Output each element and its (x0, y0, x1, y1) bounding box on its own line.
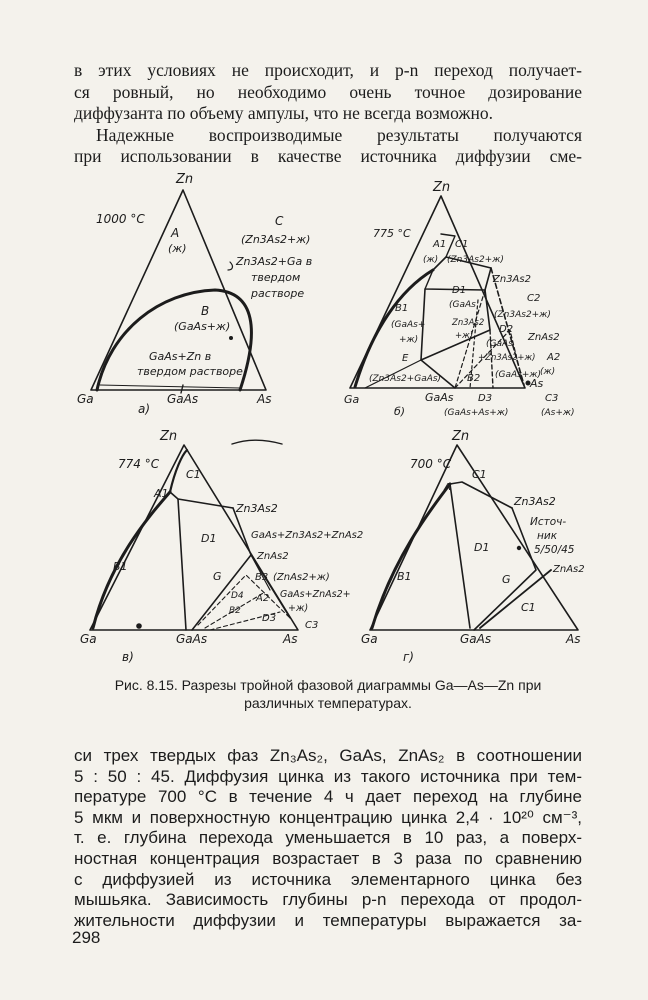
panel-v-zn: Zn (160, 429, 178, 444)
panel-b-D3: D3 (478, 393, 493, 404)
panel-v-letter: в) (122, 650, 134, 664)
panel-v-gaas: GaAs (176, 632, 208, 646)
text-line: си трех твердых фаз Zn₃As₂, GaAs, ZnAs₂ в соотношении (74, 746, 582, 765)
panel-v-B1: B1 (113, 560, 128, 573)
panel-b-gaas: GaAs (425, 391, 454, 404)
panel-g-znas2: ZnAs2 (553, 564, 585, 575)
panel-a-zn: Zn (176, 172, 194, 187)
text-line: ся ровный, но необходимо очень точное дозирование (74, 81, 582, 102)
panel-b-D3-sub: (GaAs+As+ж) (444, 408, 509, 418)
panel-a-gaaszn1: GaAs+Zn в (149, 350, 212, 363)
panel-g-temp: 700 °C (410, 457, 452, 471)
panel-g-gaas: GaAs (460, 632, 492, 646)
text-line: пературе 700 °С в течение 4 ч дает переход на глубине (74, 787, 582, 807)
panel-b-A2: A2 (547, 352, 561, 363)
panel-b-ga: Ga (344, 393, 360, 406)
panel-b-as: As (530, 377, 544, 390)
panel-g-src3: 5/50/45 (534, 544, 575, 556)
text-line: 5 мкм и поверхностную концентрацию цинка 2,4 · 10²⁰ см⁻³, (74, 807, 582, 827)
panel-b-D1-sub: (GaAs (449, 300, 476, 310)
panel-a-sol1: Zn3As2+Ga в (236, 255, 313, 268)
panel-v-B2: B2 (229, 606, 241, 616)
panel-v-C3: C3 (305, 620, 319, 631)
panel-v-D4: D4 (231, 591, 244, 601)
panel-g-as: As (566, 632, 581, 646)
panel-b-B2: B2 (467, 373, 481, 384)
panel-v-G: G (213, 570, 222, 583)
panel-b-B1-sub2: +ж) (399, 335, 419, 345)
panel-b-d1-inner2: +ж) (455, 331, 474, 341)
panel-b-B2-sub: (GaAs+ж) (495, 370, 542, 380)
panel-v-three: GaAs+Zn3As2+ZnAs2 (251, 530, 364, 541)
figure-caption (74, 676, 582, 712)
panel-g-src2: ник (537, 530, 558, 542)
panel-g-zn3as2: Zn3As2 (514, 495, 556, 508)
panel-a-B: B (201, 304, 210, 318)
panel-a-gaaszn2: твердом растворе (137, 365, 243, 378)
panel-b-C3: C3 (545, 393, 559, 404)
panel-a-temp: 1000 °C (96, 212, 145, 226)
text-line: с диффузией из источника элементарного цинка без (74, 869, 582, 889)
text-line: 5 : 50 : 45. Диффузия цинка из такого источника при тем- (74, 766, 582, 786)
panel-b-zn: Zn (433, 180, 451, 195)
panel-a-sol2: твердом (251, 271, 301, 284)
panel-v-ga: Ga (80, 632, 97, 646)
panel-b-temp: 775 °C (373, 227, 411, 240)
text-line: т. е. глубина перехода уменьшается в 10 раз, а поверх- (74, 828, 582, 848)
panel-b-A1-sub: (ж) (423, 255, 439, 265)
panel-b-E: E (402, 353, 409, 364)
panel-v-temp: 774 °C (118, 457, 160, 471)
panel-v-D3: D3 (262, 613, 277, 624)
panel-b-C1-sub: (Zn3As2+ж) (447, 255, 504, 265)
panel-v-B3: B3 (255, 572, 269, 583)
bottom-paragraph (74, 746, 582, 931)
panel-g-G: G (502, 573, 511, 586)
text-line: в этих условиях не происходит, и p-n переход получает- (74, 60, 582, 80)
panel-b-d1-inner1: Zn3As2 (452, 318, 485, 328)
panel-b-C3-sub: (As+ж) (541, 408, 575, 418)
panel-g-C1b: C1 (521, 601, 536, 614)
panel-g-ga: Ga (361, 632, 378, 646)
panel-b-C2-sub: (Zn3As2+ж) (494, 310, 551, 320)
panel-g-src1: Источ- (530, 516, 567, 528)
caption-line: Рис. 8.15. Разрезы тройной фазовой диаграммы Ga—As—Zn при (114, 677, 542, 693)
panel-v-D1: D1 (201, 532, 217, 545)
text-line: жительности диффузии и температуры выражается за- (74, 910, 582, 930)
panel-a-B-sub: (GaAs+ж) (174, 320, 231, 333)
panel-a-ga: Ga (77, 392, 94, 406)
panel-a-C-sub: (Zn3As2+ж) (241, 233, 311, 246)
panel-v-as: As (283, 632, 298, 646)
panel-b-zn3as2: Zn3As2 (493, 274, 531, 285)
panel-b-znas2: ZnAs2 (528, 332, 560, 343)
panel-a-C: C (275, 214, 284, 228)
panel-a-sol3: растворе (251, 287, 305, 300)
panel-b-D2: D2 (499, 324, 514, 335)
panel-a-gaas: GaAs (167, 392, 199, 406)
text-line: при использовании в качестве источника диффузии сме- (74, 146, 582, 166)
panel-b-B1-sub1: (GaAs+ (391, 320, 426, 330)
panel-b-C2: C2 (527, 293, 541, 304)
text-line: мышьяка. Зависимость глубины p-n перехода от продол- (74, 890, 582, 910)
panel-v-zn3as2: Zn3As2 (236, 502, 278, 515)
panel-g-liquidus (372, 484, 450, 628)
panel-v-A2: A2 (256, 593, 270, 604)
text-line: ностная концентрация возрастает в 3 раза по сравнению (74, 848, 582, 868)
panel-a-A-sub: (ж) (168, 242, 187, 255)
panel-b-znas2-sub: +Zn3As2+ж) (478, 353, 536, 363)
panel-a-as: As (257, 392, 272, 406)
text-line: Надежные воспроизводимые результаты получаются (96, 124, 582, 145)
panel-v-A1: A1 (154, 487, 169, 500)
panel-a-letter: а) (138, 402, 151, 416)
panel-b-letter: б) (394, 405, 406, 418)
panel-v-gz2: +ж) (288, 603, 309, 614)
panel-a-A: A (171, 226, 180, 240)
panel-g-zn: Zn (452, 429, 470, 444)
panel-g-A: A (444, 482, 451, 493)
page-number: 298 (72, 928, 101, 947)
caption-line: различных температурах. (244, 695, 412, 711)
panel-b-D1: D1 (452, 285, 467, 296)
panel-b-A2-sub: (ж) (540, 367, 556, 377)
panel-g-D1: D1 (474, 541, 490, 554)
panel-v-C1: C1 (186, 468, 201, 481)
text-line: диффузанта по объему ампулы, что не всегда возможно. (74, 103, 494, 123)
panel-g-letter: г) (403, 650, 414, 664)
panel-b-C1: C1 (455, 239, 469, 250)
panel-b-D2-sub: (GaAs (486, 339, 513, 349)
panel-b-B1: B1 (395, 303, 409, 314)
panel-v-B3-sub: (ZnAs2+ж) (273, 572, 330, 583)
panel-v-liquidus (93, 492, 170, 628)
panel-b-A1: A1 (433, 239, 447, 250)
panel-g-B1: B1 (397, 570, 412, 583)
panel-b-E-sub: (Zn3As2+GaAs) (369, 374, 442, 384)
panel-v-znas2: ZnAs2 (257, 551, 289, 562)
panel-v-gz1: GaAs+ZnAs2+ (280, 589, 351, 600)
panel-g-C1: C1 (472, 468, 487, 481)
